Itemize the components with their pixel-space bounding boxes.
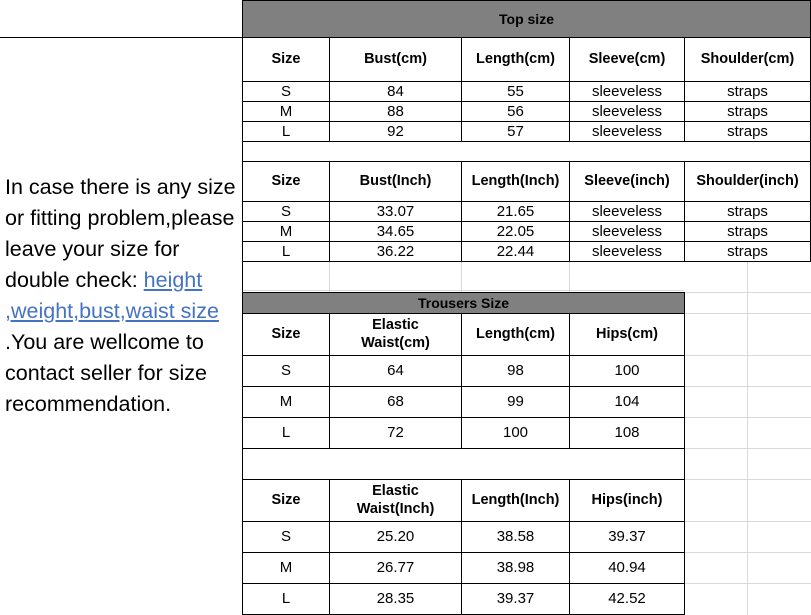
table-cell: M <box>279 222 293 240</box>
table-cell: 55 <box>507 82 524 100</box>
table-cell: straps <box>727 242 768 260</box>
table-cell: 72 <box>387 424 404 441</box>
table-header: Shoulder(cm) <box>700 50 795 67</box>
top-size-banner <box>242 0 811 38</box>
table-cell: 104 <box>614 393 640 410</box>
table-cell: 84 <box>387 82 404 100</box>
table-cell: 39.37 <box>608 528 646 545</box>
table-header: Hips(cm) <box>595 325 659 342</box>
table-cell: 22.05 <box>496 222 535 240</box>
table-cell: straps <box>727 222 768 240</box>
table-cell: straps <box>727 82 768 100</box>
table-cell: M <box>279 102 293 120</box>
table-header: Size <box>271 50 301 67</box>
table-cell: 68 <box>387 393 404 410</box>
table-cell: S <box>280 82 291 100</box>
table-header: Sleeve(cm) <box>588 50 666 67</box>
table-cell: 38.58 <box>496 528 535 545</box>
table-cell: sleeveless <box>591 102 663 120</box>
table-cell: 56 <box>507 102 524 120</box>
table-cell: sleeveless <box>591 82 663 100</box>
table-cell: S <box>280 202 291 220</box>
table-cell: 36.22 <box>376 242 415 260</box>
table-cell: 22.44 <box>496 242 535 260</box>
table-cell: 88 <box>387 102 404 120</box>
table-cell: 39.37 <box>496 590 535 607</box>
table-header: Bust(Inch) <box>359 172 432 189</box>
table-cell: 40.94 <box>608 559 646 576</box>
table-cell: sleeveless <box>591 242 663 260</box>
table-cell: straps <box>727 202 768 220</box>
table-cell: straps <box>727 102 768 120</box>
trousers-size-banner <box>242 292 685 314</box>
note-text-after: .You are wellcome to contact seller for size recommendation. <box>5 330 207 416</box>
table-cell: 21.65 <box>496 202 535 220</box>
table-header: Size <box>271 491 301 508</box>
table-header: Shoulder(inch) <box>696 172 799 189</box>
table-cell: 100 <box>614 362 640 379</box>
table-cell: L <box>281 122 291 140</box>
table-header: Length(cm) <box>476 325 555 342</box>
table-cell: 26.77 <box>376 559 415 576</box>
table-cell: 42.52 <box>608 590 646 607</box>
table-cell: straps <box>727 122 768 140</box>
table-cell: L <box>281 424 291 441</box>
table-cell: 28.35 <box>376 590 415 607</box>
table-cell: 33.07 <box>376 202 415 220</box>
table-cell: S <box>280 362 291 379</box>
table-cell: 99 <box>507 393 524 410</box>
table-cell: sleeveless <box>591 122 663 140</box>
table-cell: M <box>279 393 293 410</box>
table-header: Elastic Waist(Inch) <box>356 483 435 517</box>
trousers-size-title: Trousers Size <box>417 295 510 311</box>
size-help-note <box>5 172 241 420</box>
table-cell: M <box>279 559 293 576</box>
table-header: Length(cm) <box>476 50 555 67</box>
table-header: Bust(cm) <box>364 50 427 67</box>
table-cell: S <box>280 528 291 545</box>
table-cell: 57 <box>507 122 524 140</box>
note-text-before: In case there is any size or fitting problem,please leave your size for double check: <box>5 175 236 292</box>
table-header: Sleeve(inch) <box>584 172 670 189</box>
table-cell: 108 <box>614 424 640 441</box>
table-cell: 92 <box>387 122 404 140</box>
top-size-title: Top size <box>499 11 554 27</box>
table-cell: 34.65 <box>376 222 415 240</box>
table-header: Hips(inch) <box>591 491 663 508</box>
table-header: Size <box>271 325 301 342</box>
table-cell: 98 <box>507 362 524 379</box>
table-header: Length(Inch) <box>471 172 560 189</box>
table-cell: L <box>281 590 291 607</box>
table-header: Elastic Waist(cm) <box>361 317 430 351</box>
table-header: Length(Inch) <box>471 491 560 508</box>
table-cell: sleeveless <box>591 222 663 240</box>
measurements-link[interactable]: height ,weight,bust,waist size <box>5 268 219 323</box>
table-cell: L <box>281 242 291 260</box>
table-cell: 25.20 <box>376 528 415 545</box>
table-cell: sleeveless <box>591 202 663 220</box>
table-cell: 100 <box>502 424 529 441</box>
table-cell: 38.98 <box>496 559 535 576</box>
table-header: Size <box>271 172 301 189</box>
table-cell: 64 <box>387 362 404 379</box>
